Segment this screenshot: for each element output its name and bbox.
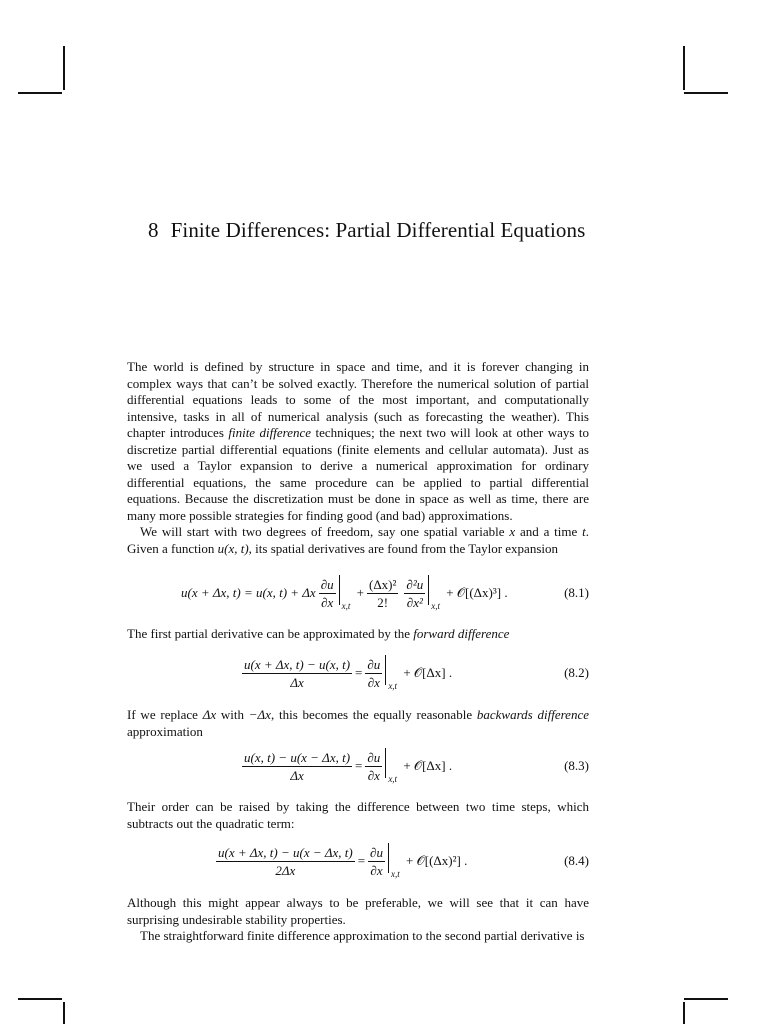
equation-8-3-tail: + 𝒪[Δx] . (403, 758, 453, 773)
fraction-numerator: u(x + Δx, t) − u(x − Δx, t) (218, 844, 353, 860)
term-backwards-difference: backwards difference (476, 707, 589, 722)
fraction-denominator: ∂x (367, 674, 380, 690)
fraction-denominator: Δx (290, 674, 304, 690)
paragraph-1 (127, 359, 589, 524)
fraction-denominator: ∂x² (406, 594, 423, 610)
difference-quotient (242, 657, 352, 690)
fraction-numerator: u(x + Δx, t) − u(x, t) (244, 656, 351, 672)
intro-text-block (127, 359, 589, 557)
equation-8-2 (127, 650, 589, 696)
fraction-denominator: ∂x (367, 767, 380, 783)
paragraph-3-text: The first partial derivative can be approximated by the (127, 626, 414, 641)
evaluation-bar (385, 746, 398, 786)
equation-8-4-body (213, 838, 467, 884)
second-derivative-fraction (404, 577, 425, 610)
equation-8-3 (127, 743, 589, 789)
fraction-numerator: (Δx)² (368, 576, 397, 592)
paragraph-3 (127, 626, 589, 643)
paragraph-2-part-b: and a time (515, 524, 583, 539)
evaluation-subscript: x,t (388, 681, 398, 691)
crop-mark-top-right-horizontal (684, 92, 728, 94)
first-derivative-fraction (319, 577, 336, 610)
crop-mark-bottom-right-horizontal (684, 998, 728, 1000)
equation-number-8-2: (8.2) (564, 665, 589, 680)
fraction-numerator: u(x, t) − u(x − Δx, t) (244, 749, 351, 765)
equation-number-8-3: (8.3) (564, 758, 589, 773)
evaluation-subscript: x,t (388, 774, 398, 784)
fraction-denominator: ∂x (370, 862, 383, 878)
paragraph-7: The straightforward finite difference approximation to the second partial derivative is (140, 928, 585, 943)
paragraph-1-part-a: The world is defined by structure in space and time, and it is forever changing in complex ways that can’t be solved exactly. Therefore the numerical solution of partial differential equations leads to some of the most important, and computationally intensive, tasks in all of numerical analysis (such as forecasting the weather). This chapter introduces (127, 359, 589, 440)
equation-8-1-tail: + 𝒪[(Δx)³] . (446, 585, 508, 600)
chapter-title (148, 218, 585, 243)
fraction-denominator: 2! (377, 594, 389, 610)
crop-mark-top-right-vertical (683, 46, 685, 90)
paragraph-2-part-d: , its spatial derivatives are found from the Taylor expansion (248, 540, 558, 556)
evaluation-subscript: x,t (341, 601, 351, 611)
closing-text-block (127, 895, 589, 945)
term-finite-difference: finite difference (228, 425, 312, 440)
equation-8-1 (127, 570, 589, 616)
paragraph-4 (127, 707, 589, 740)
paragraph-6: Although this might appear always to be preferable, we will see that it can have surprising undesirable stability properties. (127, 895, 589, 927)
evaluation-bar (339, 573, 349, 613)
paragraph-5-text: Their order can be raised by taking the difference between two time steps, which subtracts out the quadratic term: (127, 799, 589, 831)
equation-8-2-body (239, 650, 452, 696)
fraction-denominator: 2Δx (275, 862, 296, 878)
equals-sign: = (355, 758, 363, 773)
fraction-numerator: ∂²u (406, 576, 424, 592)
derivative-fraction (365, 750, 382, 783)
plus-sign: + (356, 585, 364, 600)
paragraph-1-part-b: techniques; the next two will look at other ways to discretize partial differential equations (finite elements and cellular automata). Just as we used a Taylor expansion to derive a numerical approximation for ordinary differential equations, the same procedure can be applied to partial differential equations. Because the discretization must be done in space as well as time, there are many more possible strategies for finding good (and bad) approximations. (127, 425, 589, 523)
equals-sign: = (355, 665, 363, 680)
evaluation-bar (428, 573, 438, 613)
derivative-fraction (365, 657, 382, 690)
equals-sign: = (357, 853, 366, 868)
crop-mark-top-left-horizontal (18, 92, 62, 94)
fraction-numerator: ∂u (320, 576, 334, 592)
math-u-of-x-t: u(x, t) (217, 540, 249, 556)
fraction-denominator: ∂x (321, 594, 334, 610)
paragraph-2 (127, 524, 589, 557)
math-t: t (582, 524, 586, 539)
paragraph-2-part-c: . Given a function (127, 524, 590, 556)
equation-number-8-4: (8.4) (564, 853, 589, 868)
paragraph-4-part-c: , this becomes the equally reasonable (270, 707, 477, 722)
equation-8-2-tail: + 𝒪[Δx] . (403, 665, 453, 680)
equation-8-4-tail: + 𝒪[(Δx)²] . (405, 853, 468, 868)
paragraph-4-part-d: approximation (127, 723, 203, 739)
evaluation-subscript: x,t (431, 601, 440, 611)
difference-quotient (242, 750, 352, 783)
paragraph-4-part-b: with (216, 707, 249, 722)
fraction-numerator: ∂u (370, 844, 383, 860)
paragraph-5 (127, 799, 589, 832)
equation-8-3-body (239, 743, 452, 789)
equation-number-8-1: (8.1) (564, 585, 589, 600)
math-x: x (509, 524, 516, 539)
fraction-numerator: ∂u (367, 749, 381, 765)
derivative-fraction (368, 845, 385, 878)
crop-mark-bottom-left-horizontal (18, 998, 62, 1000)
paragraph-2-part-a: We will start with two degrees of freedom, say one spatial variable (140, 524, 510, 539)
fraction-numerator: ∂u (367, 656, 381, 672)
equation-8-1-lhs: u(x + Δx, t) = u(x, t) + Δx (181, 585, 316, 600)
crop-mark-bottom-right-vertical (683, 1002, 685, 1024)
equation-8-4 (127, 838, 589, 884)
evaluation-subscript: x,t (390, 869, 400, 879)
central-difference-quotient (216, 845, 355, 878)
chapter-title-text: Finite Differences: Partial Differential Equations (170, 218, 586, 242)
coefficient-fraction (367, 577, 398, 610)
equation-8-1-body (181, 570, 508, 616)
evaluation-bar (388, 841, 398, 881)
paragraph-4-part-a: If we replace (127, 707, 203, 722)
math-minus-delta-x: −Δx (248, 707, 271, 722)
crop-mark-top-left-vertical (63, 46, 65, 90)
fraction-denominator: Δx (290, 767, 304, 783)
term-forward-difference: forward difference (413, 626, 510, 641)
evaluation-bar (385, 653, 398, 693)
math-delta-x: Δx (202, 707, 217, 722)
chapter-number: 8 (148, 218, 159, 242)
crop-mark-bottom-left-vertical (63, 1002, 65, 1024)
